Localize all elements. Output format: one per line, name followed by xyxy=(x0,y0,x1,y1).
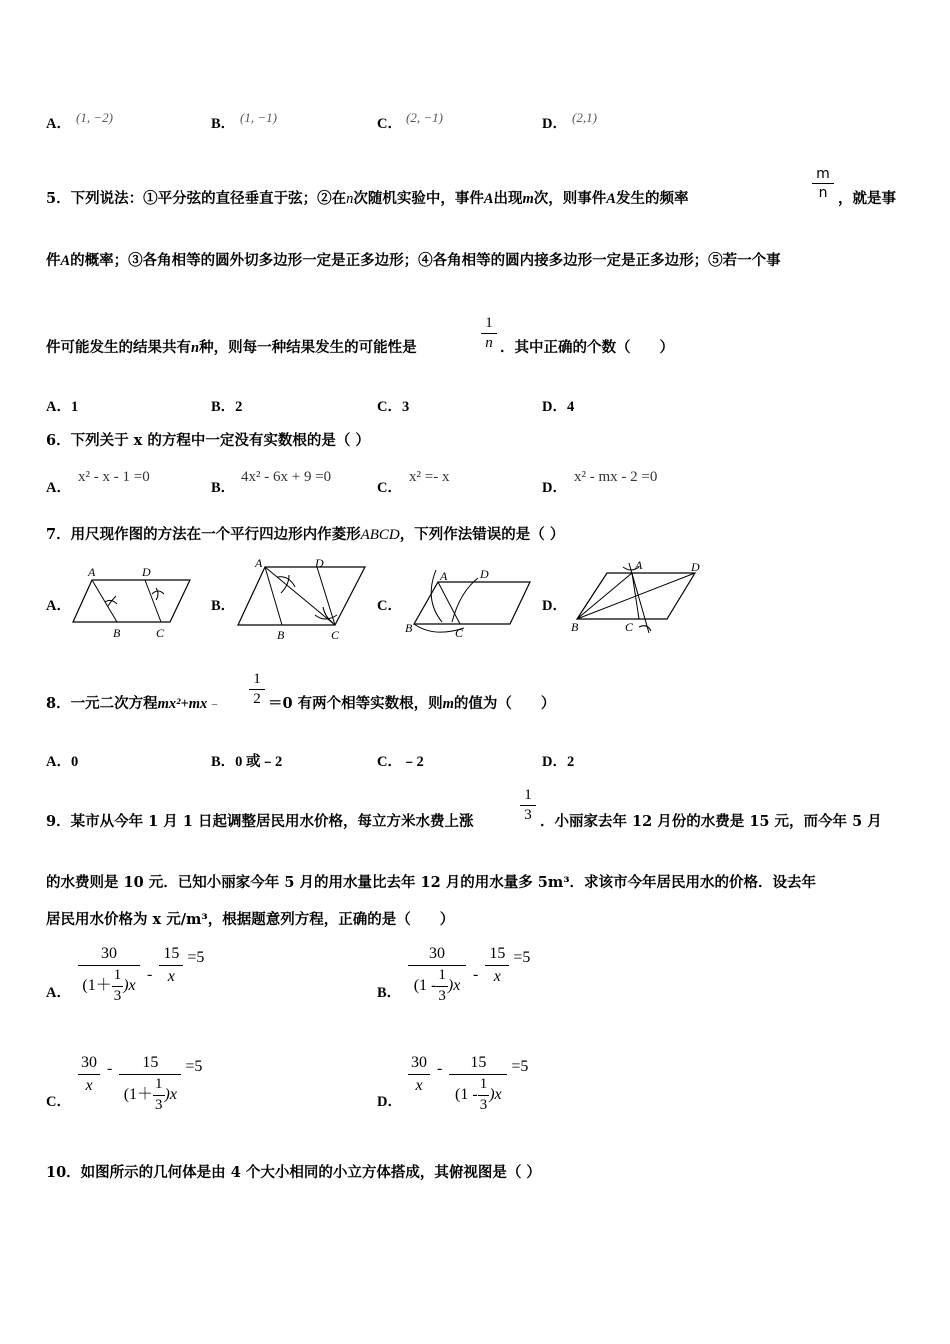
svg-text:D: D xyxy=(142,565,151,579)
svg-text:A: A xyxy=(255,556,263,570)
q4-option-c-label: C． xyxy=(377,116,402,132)
svg-text:D: D xyxy=(691,560,700,574)
q6-option-b-value: 4x² - 6x + 9 =0 xyxy=(241,469,332,485)
q6-option-a-label: A． xyxy=(46,480,71,496)
svg-text:C: C xyxy=(455,626,464,640)
q4-option-d-value: (2,1) xyxy=(572,110,597,125)
q9-option-a-equation: 30 (1＋ $\frac{1}{3}$ )x - $\frac{15}{x}$ =5 xyxy=(78,945,204,1005)
q5-option-a: A．1 xyxy=(46,399,79,415)
q7-figure-d xyxy=(567,555,707,647)
q9-line-1: 9．某市从今年 1 月 1 日起调整居民用水价格，每立方米水费上涨 xyxy=(46,813,474,830)
q9-option-b-label: B． xyxy=(377,985,402,1001)
q5-option-b: B．2 xyxy=(211,399,243,415)
q4-option-b-value: (1, −1) xyxy=(240,110,277,125)
q5-option-c: C．3 xyxy=(377,399,410,415)
q7-option-d-label: D． xyxy=(542,598,567,614)
q8-fraction: 1 2 xyxy=(249,672,265,707)
q8-option-a: A．0 xyxy=(46,754,79,770)
q9-option-b-equation: 30 (1 - $\frac{1}{3}$ )x - $\frac{15}{x}$ =5 xyxy=(408,945,530,1005)
svg-text:C: C xyxy=(156,626,165,640)
q9-option-c-equation: $\frac{30}{x}$ - 15 (1＋ $\frac{1}{3}$ )x =5 xyxy=(78,1054,202,1114)
q4-option-a-label: A． xyxy=(46,116,71,132)
q5-line-3-end: ．其中正确的个数（ ） xyxy=(500,339,674,356)
q7-option-b-label: B． xyxy=(211,598,236,614)
q8-option-b: B．0 或﹣2 xyxy=(211,754,283,770)
q9-option-d-equation: $\frac{30}{x}$ - 15 (1 - $\frac{1}{3}$ )x =5 xyxy=(408,1054,528,1114)
q9-option-a-label: A． xyxy=(46,985,71,1001)
q9-option-c-label: C． xyxy=(46,1094,71,1110)
q5-line-3: 件可能发生的结果共有n种，则每一种结果发生的可能性是 xyxy=(46,339,417,356)
q6-option-c-label: C． xyxy=(377,480,402,496)
q4-option-b-label: B． xyxy=(211,116,236,132)
q7-figure-a xyxy=(70,560,195,646)
svg-text:B: B xyxy=(277,628,285,642)
q6-option-c-value: x² =- x xyxy=(409,469,450,485)
q9-line-2: 的水费则是 10 元．已知小丽家今年 5 月的用水量比去年 12 月的用水量多 5m³．求该市今年居民用水的价格．设去年 xyxy=(46,874,817,891)
q9-line-3: 居民用水价格为 x 元/m³，根据题意列方程，正确的是（ ） xyxy=(46,911,455,928)
svg-text:A: A xyxy=(635,558,643,572)
svg-text:D: D xyxy=(480,567,489,581)
q9-fraction: 1 3 xyxy=(520,788,536,823)
q5-line-1: 5．下列说法：①平分弦的直径垂直于弦；②在n次随机实验中，事件A出现m次，则事件A发生的频率 xyxy=(46,190,689,207)
q7-option-c-label: C． xyxy=(377,598,402,614)
q9-line-1-end: ．小丽家去年 12 月份的水费是 15 元，而今年 5 月 xyxy=(540,813,882,830)
svg-text:C: C xyxy=(625,620,634,634)
q4-option-a-value: (1, −2) xyxy=(76,110,113,125)
svg-text:D: D xyxy=(315,556,324,570)
q5-line-2: 件A的概率；③各角相等的圆外切多边形一定是正多边形；④各角相等的圆内接多边形一定是正多边形；⑤若一个事 xyxy=(46,252,781,269)
q9-option-d-label: D． xyxy=(377,1094,402,1110)
q4-option-d-label: D． xyxy=(542,116,567,132)
q7-figure-b xyxy=(235,555,370,647)
svg-text:B: B xyxy=(405,621,413,635)
q7-option-a-label: A． xyxy=(46,598,71,614)
q6-stem: 6．下列关于 x 的方程中一定没有实数根的是（ ） xyxy=(46,432,370,449)
svg-text:A: A xyxy=(88,565,96,579)
q7-stem: 7．用尺现作图的方法在一个平行四边形内作菱形ABCD，下列作法错误的是（ ） xyxy=(46,526,565,543)
q7-figure-c xyxy=(400,560,535,646)
q4-option-c-value: (2, −1) xyxy=(406,110,443,125)
q5-probability-fraction: 1 n xyxy=(481,316,497,351)
svg-text:C: C xyxy=(331,628,340,642)
q6-option-d-label: D． xyxy=(542,480,567,496)
q5-option-d: D．4 xyxy=(542,399,575,415)
q6-option-a-value: x² - x - 1 =0 xyxy=(78,469,150,485)
q6-option-d-value: x² - mx - 2 =0 xyxy=(574,469,658,485)
q8-stem: 8．一元二次方程mx²+mx﹣ xyxy=(46,695,222,712)
q6-option-b-label: B． xyxy=(211,480,236,496)
q8-stem-end: ＝0 有两个相等实数根，则m的值为（ ） xyxy=(268,695,556,712)
q10-stem: 10．如图所示的几何体是由 4 个大小相同的小立方体搭成，其俯视图是（ ） xyxy=(46,1164,541,1181)
q5-frequency-fraction: m n xyxy=(812,167,834,200)
q8-option-d: D．2 xyxy=(542,754,575,770)
svg-text:B: B xyxy=(113,626,121,640)
svg-text:A: A xyxy=(440,569,448,583)
q8-option-c: C．﹣2 xyxy=(377,754,424,770)
q5-line-1-end: ，就是事 xyxy=(838,190,896,207)
svg-text:B: B xyxy=(571,620,579,634)
